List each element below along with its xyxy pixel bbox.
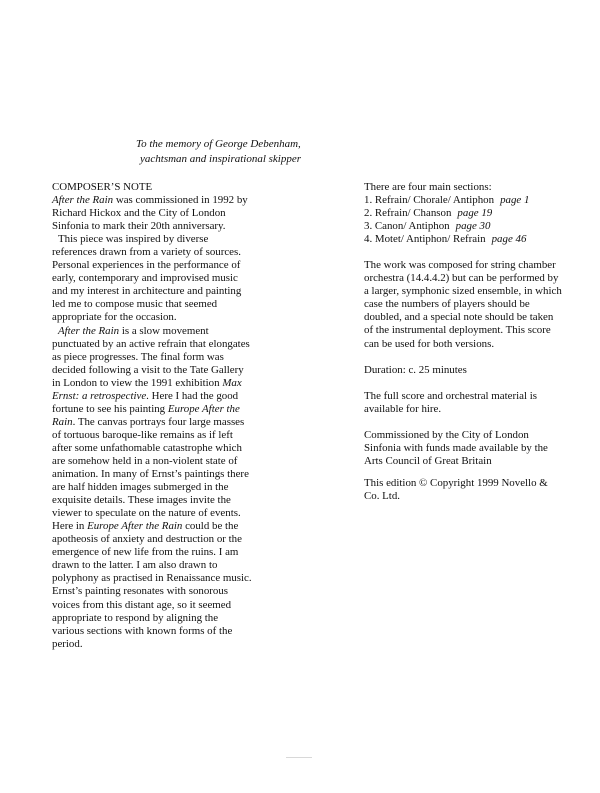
note-line: punctuated by an active refrain that elongates [52,337,250,350]
dedication [136,137,316,166]
note-line: are somehow held in a non-violent state of [52,454,238,467]
note-line [52,194,277,207]
note-text: was commissioned in 1992 by [113,194,248,207]
note-line: references drawn from a variety of sources. [52,246,241,259]
note-text: Here in [52,520,88,533]
hire-line: The full score and orchestral material is [364,389,537,402]
spacer [364,468,584,477]
copyright-line: This edition © Copyright 1999 Novello & [364,476,548,489]
note-line [52,325,277,338]
note-line: Personal experiences in the performance of [52,259,241,272]
note-line: exquisite details. These images invite the [52,494,231,507]
exhibition-title: Ernst: a retrospective [52,389,147,402]
bottom-rule-mark [286,756,312,759]
note-line: voices from this distant age, so it seemed [52,598,232,611]
note-line: after some unfathomable catastrophe which [52,441,242,454]
note-text: fortune to see his painting [52,402,168,415]
note-text: in London to view the 1991 exhibition [52,376,223,389]
note-text: could be the [182,520,239,533]
spacer [364,377,584,390]
section-item [364,194,584,207]
note-line [52,416,277,429]
note-line: Sinfonia to mark their 20th anniversary. [52,220,226,233]
orchestra-line: a larger, symphonic sized ensemble, in which [364,285,562,298]
duration: Duration: c. 25 minutes [364,363,467,376]
section-label: 1. Refrain/ Chorale/ Antiphon [364,194,495,207]
painting-title: Rain [52,415,73,428]
note-text: is a slow movement [119,324,209,337]
section-page: page 19 [457,207,493,220]
commission-line: Commissioned by the City of London [364,428,529,441]
work-details [364,181,584,503]
sections-intro: There are four main sections: [364,181,492,193]
note-line: This piece was inspired by diverse [58,233,209,246]
composers-note-heading: COMPOSER’S NOTE [52,181,153,193]
commission-line: Arts Council of Great Britain [364,454,492,467]
note-line: Ernst’s painting resonates with sonorous [52,585,229,598]
painting-title: Europe After the [167,402,240,415]
exhibition-title: Max [222,376,242,389]
note-line: Richard Hickox and the City of London [52,207,226,220]
note-line: drawn to the latter. I am also drawn to [52,559,218,572]
section-page: page 46 [491,233,527,246]
note-line [52,390,277,403]
note-line: viewer to speculate on the nature of events. [52,507,241,520]
hire-line: available for hire. [364,402,442,415]
section-item [364,233,584,246]
section-item [364,220,584,233]
orchestra-line: doubled, and a special note should be taken [364,311,554,324]
section-page: page 30 [455,220,491,233]
note-line: emergence of new life from the ruins. I am [52,546,239,559]
note-line: appropriate to respond by aligning the [52,611,219,624]
copyright-line: Co. Ltd. [364,489,401,502]
note-text: . The canvas portrays four large masses [72,415,245,428]
section-page: page 1 [500,194,530,207]
note-line: are half hidden images submerged in the [52,481,229,494]
note-line: polyphony as practised in Renaissance music. [52,572,252,585]
orchestra-line: orchestra (14.4.4.2) but can be performed by [364,272,559,285]
note-line [52,403,277,416]
note-line: led me to compose music that seemed [52,298,218,311]
spacer [364,246,584,259]
section-label: 4. Motet/ Antiphon/ Refrain [364,233,486,246]
section-label: 3. Canon/ Antiphon [364,220,450,233]
note-line: appropriate for the occasion. [52,311,177,324]
note-line: apotheosis of anxiety and destruction or the [52,533,242,546]
note-text: . Here I had the good [146,389,239,402]
spacer [364,416,584,429]
dedication-line: yachtsman and inspirational skipper [140,152,302,165]
note-line: decided following a visit to the Tate Gallery [52,363,244,376]
spacer [364,351,584,364]
orchestra-line: of the instrumental deployment. This score [364,324,551,337]
section-item [364,207,584,220]
note-line: and my interest in architecture and painting [52,285,242,298]
note-line: animation. In many of Ernst’s paintings there [52,468,249,481]
note-line [52,377,277,390]
orchestra-line: can be used for both versions. [364,337,495,350]
note-line: period. [52,637,83,650]
note-line: early, contemporary and improvised music [52,272,238,285]
painting-title: Europe After the Rain [87,520,183,533]
dedication-line: To the memory of George Debenham, [136,138,301,150]
composers-note [52,181,277,651]
note-line: of tortuous baroque-like remains as if left [52,428,233,441]
work-title: After the Rain [52,194,114,207]
section-label: 2. Refrain/ Chanson [364,207,452,220]
orchestra-line: The work was composed for string chamber [364,259,556,272]
orchestra-line: case the numbers of players should be [364,298,530,311]
commission-line: Sinfonia with funds made available by the [364,441,548,454]
note-line: as piece progresses. The final form was [52,350,224,363]
work-title: After the Rain [58,324,120,337]
note-line: various sections with known forms of the [52,624,233,637]
note-line [52,520,277,533]
